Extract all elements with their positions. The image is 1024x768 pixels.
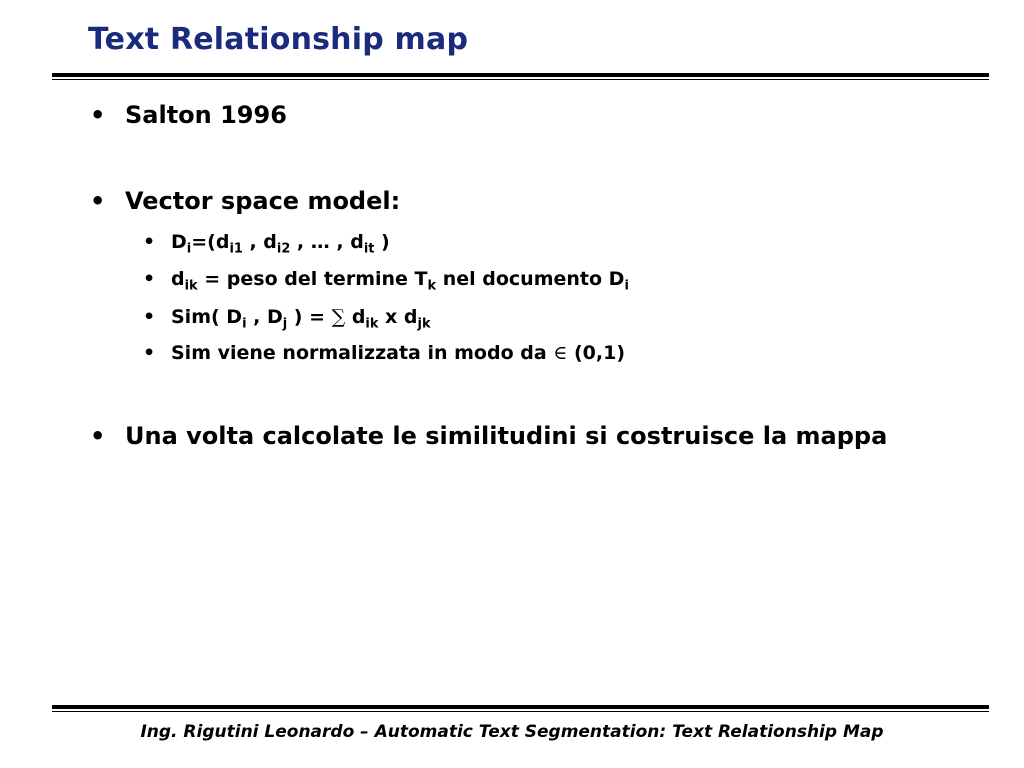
bullet-marker: • (90, 101, 106, 129)
footer-divider (52, 705, 989, 712)
bullet-text: Vector space model: (125, 187, 401, 215)
slide-title: Text Relationship map (88, 22, 469, 57)
bullet-marker: • (90, 187, 106, 215)
element-of-symbol: ∈ (553, 342, 568, 364)
title-divider (52, 73, 989, 80)
sub-bullet-text: Sim( $D_i$ , $D_j$ ) = ∑ $d_{ik}$ x $d_{jk}$ (171, 306, 431, 332)
bullet-text: Una volta calcolate le similitudini si costruisce la mappa (125, 422, 888, 450)
slide-footer: Ing. Rigutini Leonardo – Automatic Text Segmentation: Text Relationship Map (140, 722, 884, 742)
sub-bullet-text: Sim viene normalizzata in modo da ∈ (0,1) (171, 342, 626, 364)
summation-symbol: ∑ (331, 306, 346, 328)
bullet-marker: • (90, 422, 106, 450)
bullet-marker: • (143, 342, 156, 364)
sub-bullet-text: $d_{ik}$ = peso del termine $T_k$ nel documento $D_i$ (171, 268, 629, 294)
bullet-marker: • (143, 268, 156, 290)
sub-bullet-text: $D_i=(d_{i1}$ , $d_{i2}$ , … , $d_{it}$ ) (171, 231, 390, 257)
bullet-marker: • (143, 231, 156, 253)
bullet-marker: • (143, 306, 156, 328)
bullet-text: Salton 1996 (125, 101, 287, 129)
